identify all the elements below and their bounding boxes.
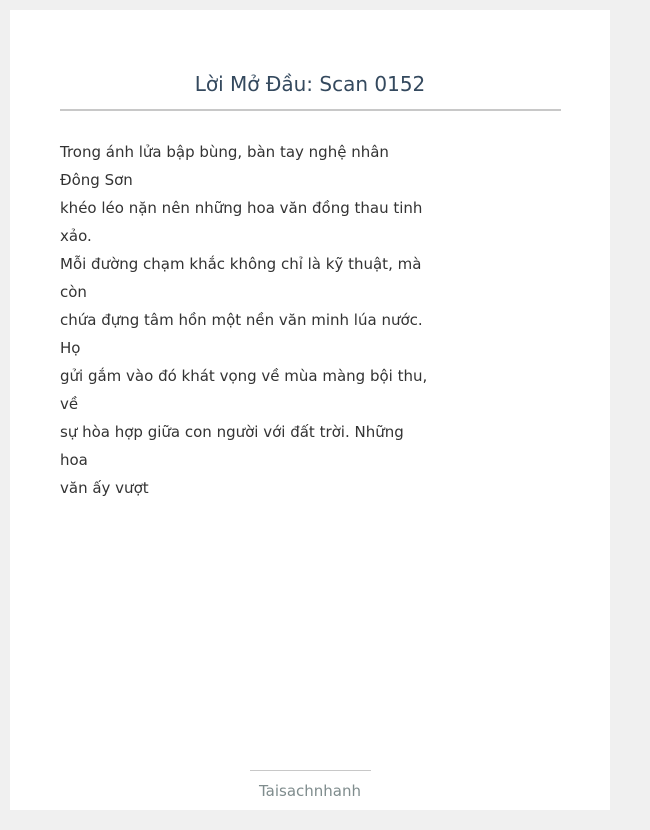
text-line: Họ: [60, 339, 81, 357]
text-line: về: [60, 395, 79, 413]
title-divider: [60, 109, 561, 111]
text-line: khéo léo nặn nên những hoa văn đồng thau tinh: [60, 199, 423, 217]
text-line: còn: [60, 283, 87, 301]
text-line: xảo.: [60, 227, 92, 245]
text-line: gửi gắm vào đó khát vọng về mùa màng bội thu,: [60, 367, 428, 385]
body-text: [60, 138, 428, 502]
page-title: Lời Mở Đầu: Scan 0152: [194, 72, 426, 96]
text-line: Mỗi đường chạm khắc không chỉ là kỹ thuật, mà: [60, 255, 422, 273]
page-footer: Taisachnhanh: [258, 782, 362, 800]
text-line: chứa đựng tâm hồn một nền văn minh lúa nước.: [60, 311, 423, 329]
footer-divider: [250, 770, 371, 771]
document-page: [10, 10, 610, 810]
text-line: hoa: [60, 451, 88, 469]
text-line: Trong ánh lửa bập bùng, bàn tay nghệ nhân: [60, 143, 389, 161]
text-line: sự hòa hợp giữa con người với đất trời. Những: [60, 423, 404, 441]
text-line: văn ấy vượt: [60, 479, 149, 497]
text-line: Đông Sơn: [60, 171, 133, 189]
